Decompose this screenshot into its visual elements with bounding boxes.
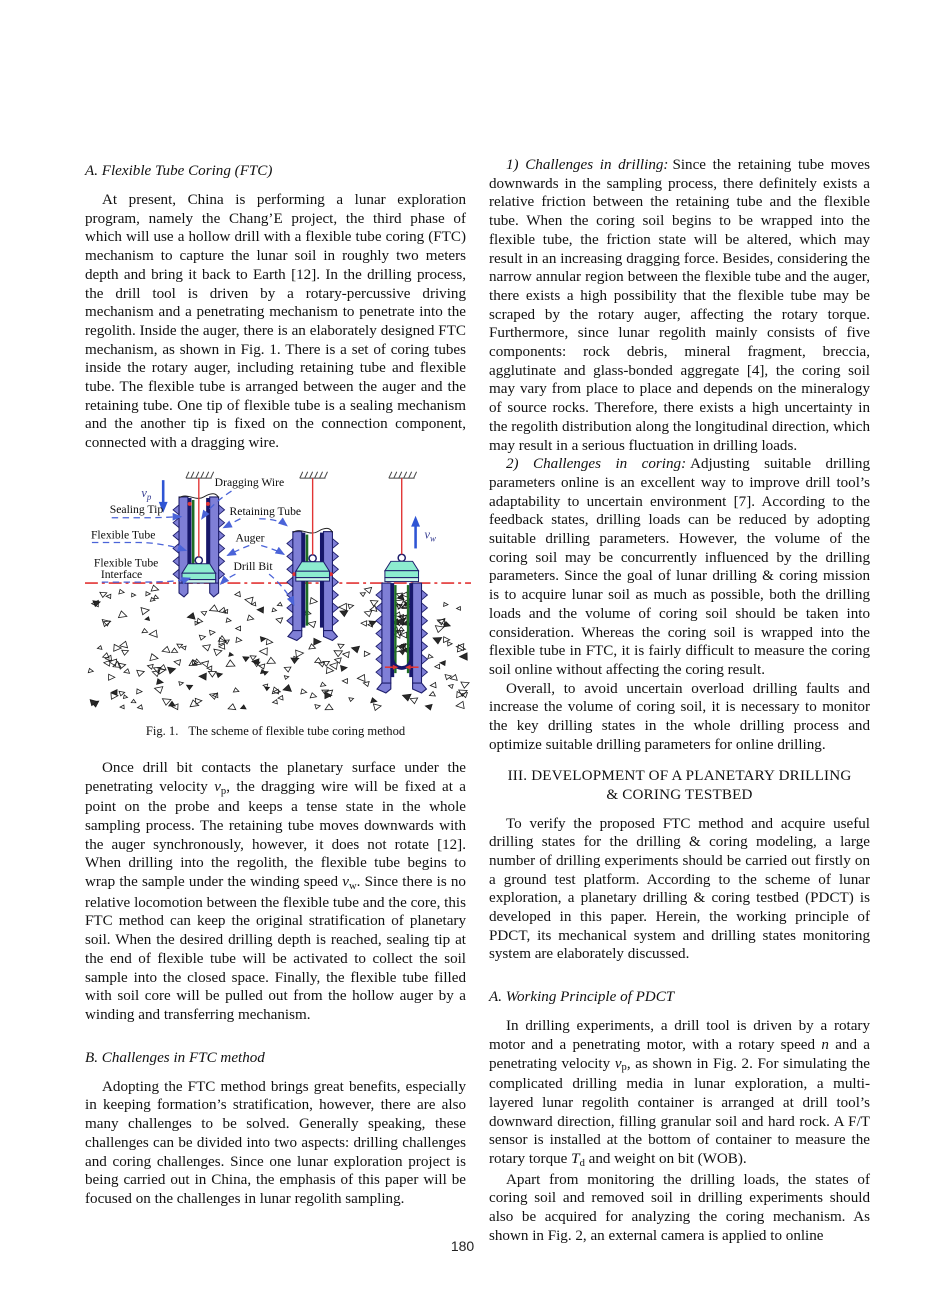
challenges-coring-text: Adjusting suitable drilling parameters online is an excellent way to improve drill tool’s adaptability to uncertain environment [7]. According to the feedback states, drilling loads can be reduced by adopting suitable drilling parameters. However, the volume of the coring soil may be concurrently influenced by the drilling parameters. Since the goal of lunar drilling & coring mission is to acquire lunar soil as much as possible, both the drilling loads and the volume of coring soil should be taken into consideration. Whereas the coring soil is wrapped into the flexible tube in FTC, it is fairly difficult to measure the coring soil online without affecting the coring result. — [489, 456, 870, 678]
label-sealing-tip: Sealing Tip — [109, 502, 164, 516]
anchor-hatch-2 — [300, 472, 328, 478]
paragraph-testbed-intro: To verify the proposed FTC method and acquire useful drilling states for the drilling & coring modeling, a large number of drilling experiments should be carried out firstly on a ground test platform. According to the scheme of lunar exploration, a planetary drilling & coring testbed (PDCT) is developed in this paper. Herein, the working principle of PDCT, its mechanical system and drilling states monitoring system are elaborately discussed. — [489, 815, 870, 963]
challenges-drilling-text: Since the retaining tube moves downwards in the sampling process, there definitely exists a relative friction between the retaining tube and the flexible tube. When the coring soil begins to be wrapped into the flexible tube, the friction state will be altered, which may result in an increasing dragging force. Besides, considering the narrow annular region between the flexible tube and the auger, there exists a high possibility that the flexible tube may be scraped by the rotary auger, affecting the rotary torque. Furthermore, since lunar regolith mainly consists of five components: rock debris, mineral fragment, breccia, agglutinate and glass-bonded aggregate [4], the coring soil may vary from place to place and depends on the mineralogy of source rocks. Therefore, there exists a high uncertainty in the regolith distribution along the longitudinal direction, which may result in a serious fluctuation in drilling loads. — [489, 157, 870, 454]
paragraph-challenges-intro: Adopting the FTC method brings great benefits, especially in keeping formation’s stratification, however, there are also many challenges to be solved. Generally speaking, these challenges can be divided into two aspects: drilling challenges and coring challenges. Since one lunar exploration project is being carried out in China, the emphasis of this paper will be focused on the challenges in lunar regolith sampling. — [85, 1078, 466, 1207]
paragraph-monitoring: Apart from monitoring the drilling loads, the states of coring soil and removed soil in drilling experiments should also be acquired for analyzing the coring mechanism. As shown in Fig. 2, an external camera is applied to online — [489, 1171, 870, 1244]
label-flexible-tube-interface-2: Interface — [100, 567, 143, 581]
paragraph-challenges-drilling — [489, 156, 870, 455]
label-flexible-tube-interface-1: Flexible Tube — [93, 556, 159, 570]
vw-label: $v_w$ — [424, 527, 436, 544]
label-flexible-tube: Flexible Tube — [90, 528, 156, 542]
challenges-coring-lead: 2) Challenges in coring: — [506, 456, 687, 473]
section-iii-line1: III. DEVELOPMENT OF A PLANETARY DRILLING — [507, 767, 852, 784]
figure-caption-text: The scheme of flexible tube coring method — [188, 723, 406, 738]
page-number: 180 — [450, 1238, 475, 1254]
label-drill-bit: Drill Bit — [233, 560, 273, 574]
figure-1 — [85, 467, 466, 739]
figure-1-drawing — [85, 467, 471, 715]
winding-velocity-arrow — [411, 516, 420, 549]
challenges-drilling-lead: 1) Challenges in drilling: — [506, 157, 669, 173]
label-dragging-wire: Dragging Wire — [214, 475, 285, 489]
paragraph-ftc-process: Once drill bit contacts the planetary surface under the penetrating velocity $v_p$, the dragging wire will be fixed at a point on the probe and keeps a tense state in the whole sampling process. The retaining tube moves downwards with the auger synchronously, however, it does not rotate [12]. When drilling into the regolith, the flexible tube begins to wrap the sample under the winding speed $v_w$. Since there is no relative locomotion between the flexible tube and the core, this FTC method can keep the original stratification of planetary soil. When the desired drilling depth is reached, sealing tip at the end of flexible tube will be activated to collect the soil sample into the closed space. Finally, the flexible tube filled with soil core will be pulled out from the hollow auger by a winding and transferring mechanism. — [85, 759, 466, 1023]
left-column — [85, 162, 466, 1209]
vp-label: $v_p$ — [141, 485, 152, 502]
figure-caption-label: Fig. 1. — [145, 723, 179, 738]
label-auger: Auger — [235, 531, 265, 545]
section-a-heading: A. Flexible Tube Coring (FTC) — [85, 163, 273, 179]
paragraph-ftc-intro: At present, China is performing a lunar exploration program, namely the Chang’E project, the third phase of which will use a hollow drill with a flexible tube coring (FTC) mechanism to capture the lunar soil in roughly two meters depth and bring it back to Earth [12]. In the drilling process, the drill tool is driven by a rotary-percussive driving mechanism and a penetrating mechanism to penetrate into the regolith. Inside the auger, there is an elaborately designed FTC mechanism, as shown in Fig. 1. There is a set of coring tubes inside the rotary auger, including retaining tube and flexible tube. The flexible tube is arranged between the auger and the retaining tube. One tip of flexible tube is a sealing mechanism and the another tip is fixed on the connection component, connected with a dragging wire. — [85, 192, 466, 452]
paragraph-overall: Overall, to avoid uncertain overload drilling faults and increase the volume of coring soil, it is necessary to monitor the key drilling states in the whole drilling process and optimize suitable drilling parameters for online drilling. — [489, 680, 870, 753]
anchor-hatch-3 — [389, 472, 417, 478]
label-retaining-tube: Retaining Tube — [229, 504, 302, 518]
anchor-hatch-1 — [186, 472, 214, 478]
right-column — [489, 156, 870, 1246]
figure-1-caption — [85, 724, 466, 739]
section-iii-line2: & CORING TESTBED — [606, 787, 753, 803]
paragraph-challenges-coring — [489, 455, 870, 679]
section-a2-heading: A. Working Principle of PDCT — [489, 989, 675, 1006]
section-iii-heading — [489, 767, 870, 806]
section-b-heading: B. Challenges in FTC method — [85, 1049, 265, 1066]
paragraph-working-principle: In drilling experiments, a drill tool is driven by a rotary motor and a penetrating motor, with a rotary speed n and a penetrating velocity $v_p$, as shown in Fig. 2. For simulating the complicated drilling media in lunar exploration, a multi-layered lunar regolith container is arranged at drill tool’s downward direction, filling granular soil and hard rock. A F/T sensor is installed at the bottom of container to measure the rotary torque $T_d$ and weight on bit (WOB). — [489, 1018, 870, 1169]
